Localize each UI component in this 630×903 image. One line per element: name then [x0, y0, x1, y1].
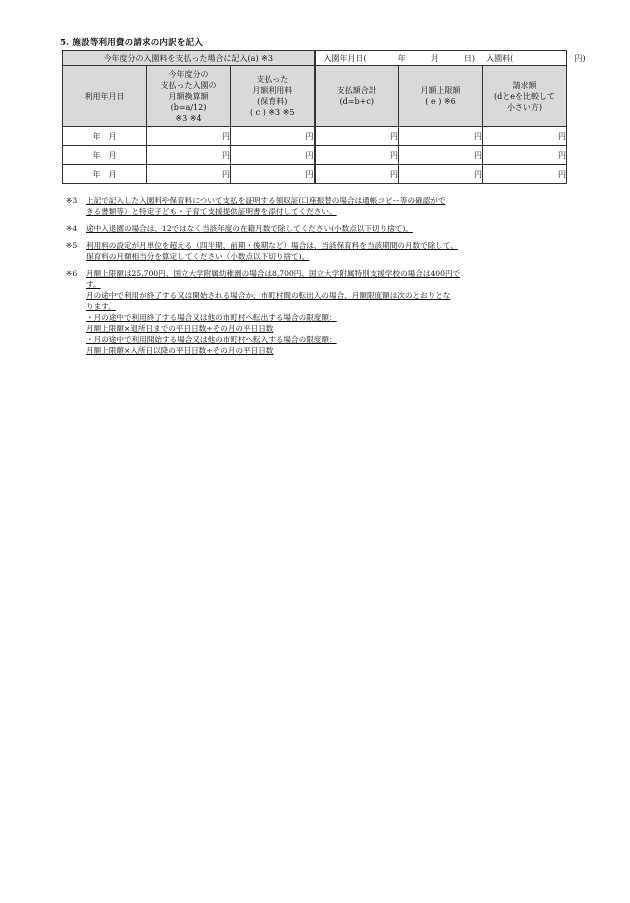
- header-total-paid: 支払額合計 (d=b+c): [315, 66, 399, 127]
- note-mark: ※5: [66, 241, 78, 250]
- enroll-fee-yen: 円): [574, 53, 586, 63]
- enrollment-fee-label: 今年度分の入園料を支払った場合に記入(a) ※3: [63, 51, 315, 66]
- note-4: ※4 途中入退園の場合は、12ではなく当該年度の在籍月数で除してください(小数点以下切り捨て)。: [66, 224, 413, 233]
- total-paid-field[interactable]: 円: [315, 146, 399, 165]
- total-paid-field[interactable]: 円: [315, 127, 399, 146]
- usage-month-field[interactable]: 年 月: [63, 165, 147, 184]
- enrollment-date-fee-cell[interactable]: [315, 51, 586, 66]
- claim-amount-field[interactable]: 円: [483, 146, 567, 165]
- note-mark: ※4: [66, 224, 78, 233]
- monthly-enrollment-field[interactable]: 円: [147, 165, 231, 184]
- monthly-cap-field[interactable]: 円: [399, 165, 483, 184]
- header-usage-date: 利用年月日: [63, 66, 147, 127]
- enroll-year-label: 年: [397, 53, 406, 63]
- monthly-enrollment-field[interactable]: 円: [147, 146, 231, 165]
- table-row: [63, 165, 567, 184]
- section-heading: 5. 施設等利用費の請求の内訳を記入: [60, 38, 203, 48]
- header-monthly-cap: 月額上限額 ( e ) ※6: [399, 66, 483, 127]
- usage-month-field[interactable]: 年 月: [63, 146, 147, 165]
- note-6: ※6 月額上限額は25,700円、国立大学附属幼稚園の場合は8,700円、国立大学附属特別支援学校の場合は400円で す。 月の途中で利用が終了する又は開始される場合か、市町村間の転出入の場合、月額限度額は次のとおりとな ります。 ・月の途中で利用終了する場合又は他の市町村へ転出する場合の限度額： 月額上限額×退所日までの平日日数÷その月の平日日数 ・月の途中で利用開始する場合又は他の市町村へ転入する場合の限度額： 月額上限額×入所日以降の平日日数÷その月の平日日数: [66, 269, 461, 355]
- monthly-cap-field[interactable]: 円: [399, 146, 483, 165]
- usage-month-field[interactable]: 年 月: [63, 127, 147, 146]
- monthly-enrollment-field[interactable]: 円: [147, 127, 231, 146]
- claim-amount-field[interactable]: 円: [483, 165, 567, 184]
- note-5: ※5 利用料の設定が月単位を超える（四半期、前期・後期など）場合は、当該保育料を当該期間の月数で除して、 保育料の月額相当分を算定してください（小数点以下切り捨て)。: [66, 241, 458, 261]
- claim-amount-field[interactable]: 円: [483, 127, 567, 146]
- enroll-fee-label: 入園料(: [486, 53, 514, 63]
- header-row: [63, 66, 567, 127]
- header-claim-amount: 請求額 (dとeを比較して 小さい方): [483, 66, 567, 127]
- monthly-fee-field[interactable]: 円: [231, 146, 315, 165]
- note-mark: ※3: [66, 196, 78, 205]
- monthly-fee-field[interactable]: 円: [231, 165, 315, 184]
- note-mark: ※6: [66, 269, 78, 278]
- enrollment-fee-row: [63, 51, 567, 66]
- monthly-cap-field[interactable]: 円: [399, 127, 483, 146]
- enroll-month-label: 月: [430, 53, 439, 63]
- header-monthly-fee: 支払った 月額利用料 (保育料) ( c ) ※3 ※5: [231, 66, 315, 127]
- header-monthly-enrollment: 今年度分の 支払った入園の 月額換算額 (b=a/12) ※3 ※4: [147, 66, 231, 127]
- monthly-fee-field[interactable]: 円: [231, 127, 315, 146]
- note-3: ※3 上記で記入した入園料や保育料について支払を証明する領収証(口座振替の場合は通帳コピー等の確認がで きる書類等）と特定子ども・子育て支援提供証明書を添付してください。: [66, 196, 446, 216]
- table-row: [63, 146, 567, 165]
- notes-section: [66, 195, 568, 362]
- enroll-day-label: 日): [463, 53, 476, 63]
- billing-breakdown-table: [62, 50, 586, 184]
- table-row: [63, 127, 567, 146]
- total-paid-field[interactable]: 円: [315, 165, 399, 184]
- enroll-date-label: 入園年月日(: [323, 53, 367, 63]
